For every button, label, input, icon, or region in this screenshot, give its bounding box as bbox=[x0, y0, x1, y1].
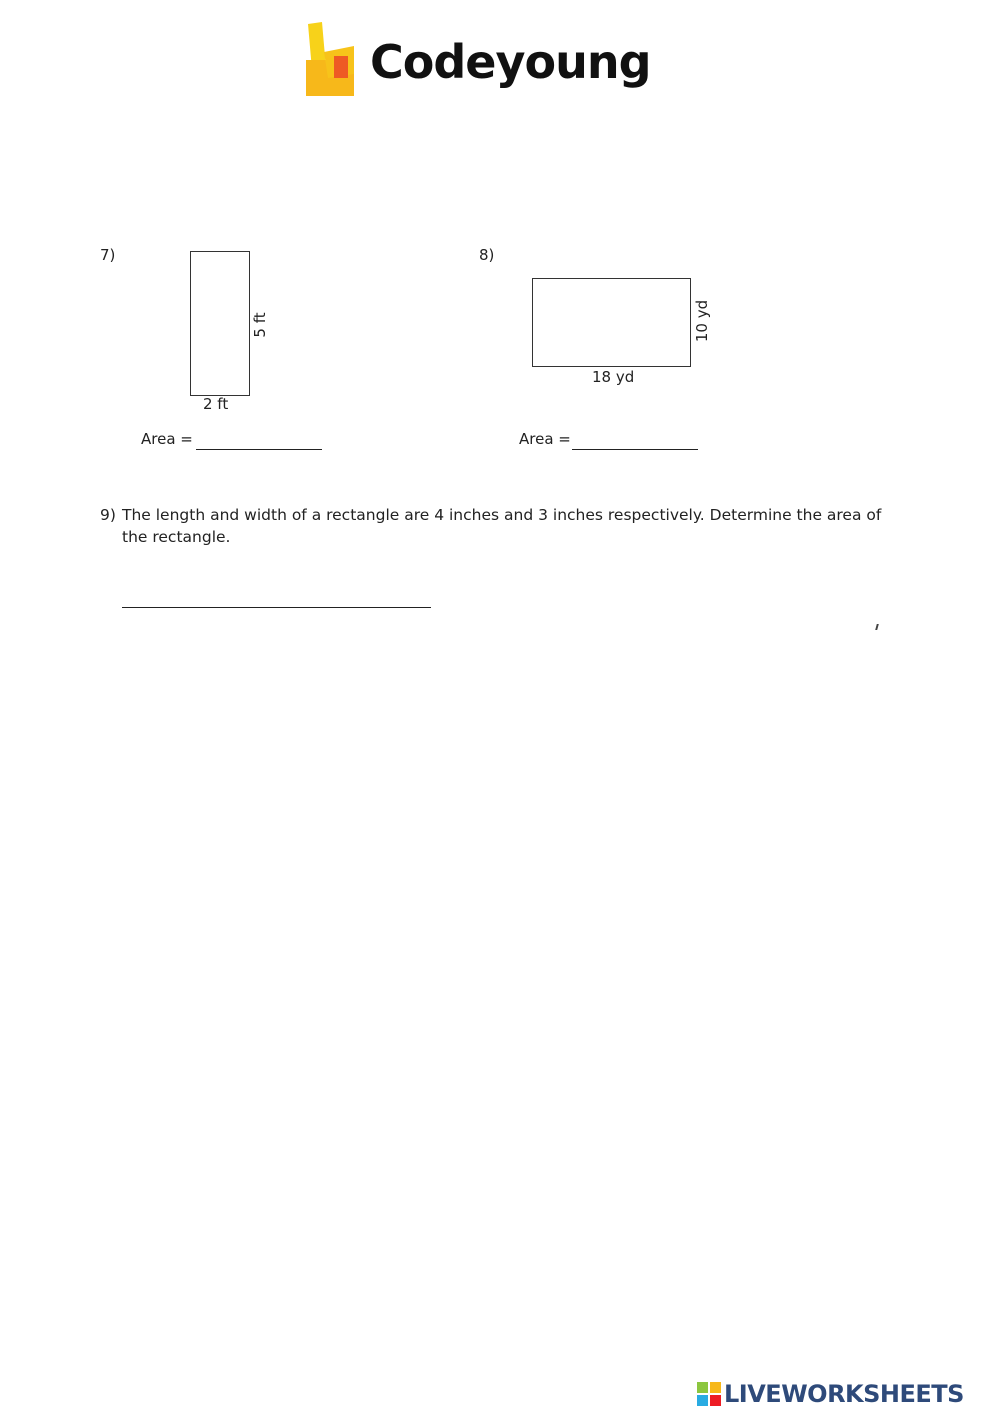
question-8-area-label: Area = bbox=[519, 430, 571, 448]
question-8-number: 8) bbox=[479, 246, 495, 264]
question-8-height-label: 10 yd bbox=[693, 299, 711, 343]
question-8-width-label: 18 yd bbox=[592, 368, 635, 386]
liveworksheets-logo-icon bbox=[697, 1382, 721, 1406]
question-9-text: The length and width of a rectangle are 4 inches and 3 inches respectively. Determine the area of the rectangle. bbox=[122, 506, 882, 546]
brand-name: Codeyoung bbox=[370, 35, 651, 89]
stray-mark bbox=[875, 624, 879, 630]
watermark-text: LIVEWORKSHEETS bbox=[724, 1380, 964, 1408]
question-7-area-label: Area = bbox=[141, 430, 193, 448]
question-7-rectangle bbox=[190, 251, 250, 396]
question-7-width-label: 2 ft bbox=[203, 395, 229, 413]
codeyoung-logo-icon bbox=[300, 22, 360, 98]
question-8-rectangle bbox=[532, 278, 691, 367]
question-7-number: 7) bbox=[100, 246, 116, 264]
question-9-number: 9) bbox=[100, 506, 116, 524]
liveworksheets-watermark bbox=[697, 1378, 964, 1410]
question-8-answer-line[interactable] bbox=[572, 449, 698, 450]
codeyoung-logo bbox=[300, 22, 660, 108]
question-7-height-label: 5 ft bbox=[251, 312, 269, 338]
question-9-answer-line[interactable] bbox=[122, 607, 431, 608]
question-7-answer-line[interactable] bbox=[196, 449, 322, 450]
